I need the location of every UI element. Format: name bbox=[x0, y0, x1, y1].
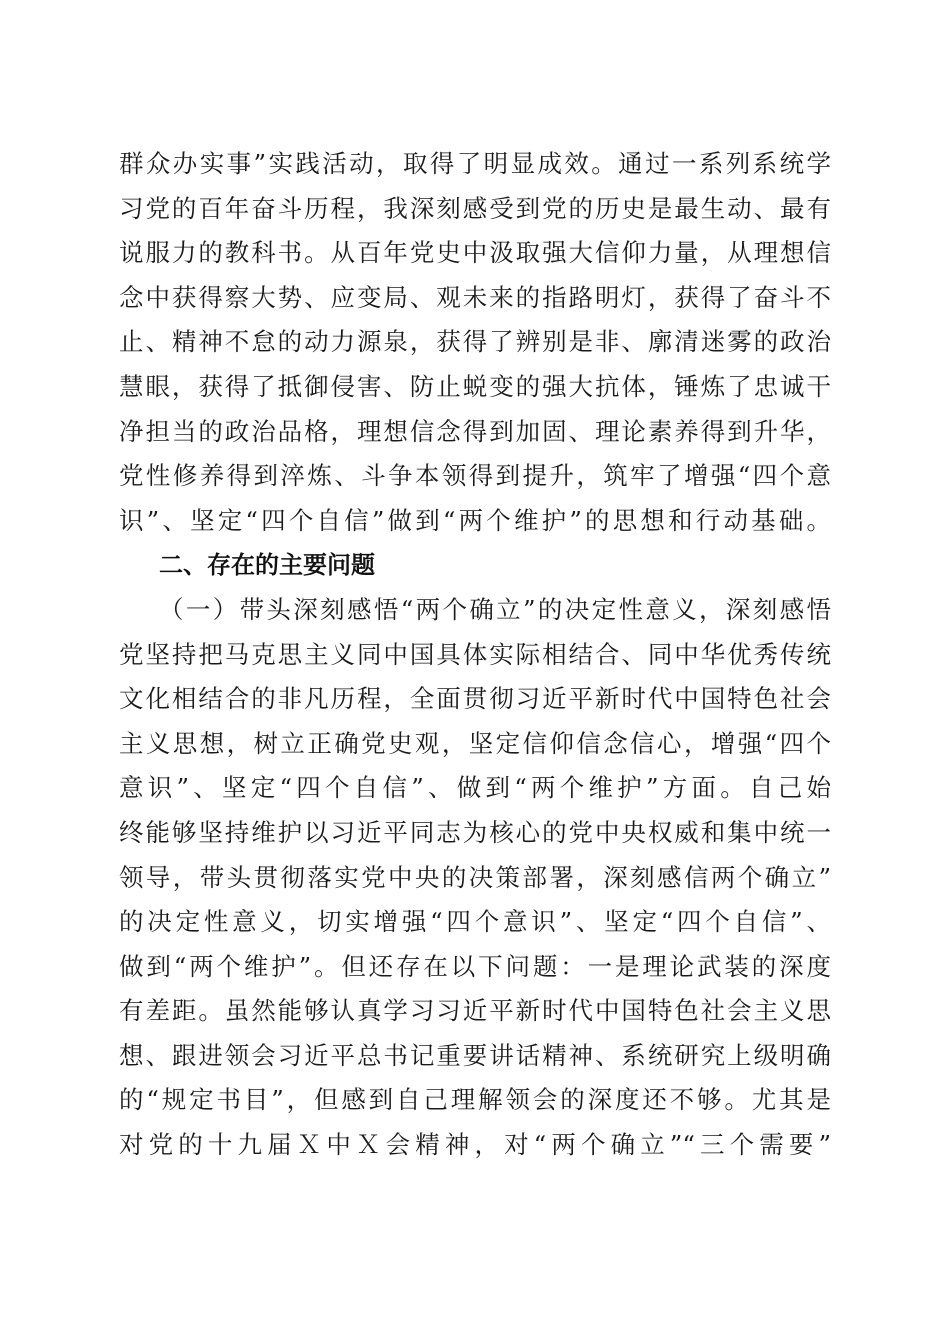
text-line: 净担当的政治品格，理想信念得到加固、理论素养得到升华， bbox=[119, 416, 831, 446]
section-heading: 二、存在的主要问题 bbox=[159, 551, 375, 580]
text-line: 想、跟进领会习近平总书记重要讲话精神、系统研究上级明确 bbox=[119, 1040, 831, 1070]
text-line: 念中获得察大势、应变局、观未来的指路明灯，获得了奋斗不 bbox=[119, 282, 831, 312]
text-line: 做到“两个维护”。但还存在以下问题：一是理论武装的深度 bbox=[119, 951, 831, 981]
text-line: 主义思想，树立正确党史观，坚定信仰信念信心，增强“四个 bbox=[119, 728, 831, 758]
text-line: 对党的十九届Ｘ中Ｘ会精神，对“两个确立”“三个需要” bbox=[119, 1130, 831, 1160]
text-line: 群众办实事”实践活动，取得了明显成效。通过一系列系统学 bbox=[119, 149, 831, 178]
paragraph-main-problems bbox=[119, 588, 831, 1168]
document-body bbox=[119, 142, 831, 1168]
text-line: 有差距。虽然能够认真学习习近平新时代中国特色社会主义思 bbox=[119, 996, 831, 1026]
text-line: 终能够坚持维护以习近平同志为核心的党中央权威和集中统一 bbox=[119, 817, 831, 847]
text-line: （一）带头深刻感悟“两个确立”的决定性意义，深刻感悟 bbox=[159, 594, 831, 624]
text-line: 党坚持把马克思主义同中国具体实际相结合、同中华优秀传统 bbox=[119, 639, 831, 669]
text-line: 党性修养得到淬炼、斗争本领得到提升，筑牢了增强“四个意 bbox=[119, 461, 831, 491]
text-line: 的决定性意义，切实增强“四个意识”、坚定“四个自信”、 bbox=[119, 907, 831, 937]
text-line: 领导，带头贯彻落实党中央的决策部署，深刻感信两个确立” bbox=[119, 862, 831, 892]
text-line: 说服力的教科书。从百年党史中汲取强大信仰力量，从理想信 bbox=[119, 238, 831, 268]
text-line: 习党的百年奋斗历程，我深刻感受到党的历史是最生动、最有 bbox=[119, 193, 831, 223]
text-line: 意识”、坚定“四个自信”、做到“两个维护”方面。自己始 bbox=[119, 773, 831, 803]
text-line: 的“规定书目”，但感到自己理解领会的深度还不够。尤其是 bbox=[119, 1085, 831, 1115]
paragraph-practice-results bbox=[119, 142, 831, 543]
text-line: 文化相结合的非凡历程，全面贯彻习近平新时代中国特色社会 bbox=[119, 684, 831, 714]
text-line: 识”、坚定“四个自信”做到“两个维护”的思想和行动基础。 bbox=[119, 505, 831, 535]
text-line: 止、精神不怠的动力源泉，获得了辨别是非、廓清迷雾的政治 bbox=[119, 327, 831, 357]
text-line: 慧眼，获得了抵御侵害、防止蜕变的强大抗体，锤炼了忠诚干 bbox=[119, 371, 831, 401]
